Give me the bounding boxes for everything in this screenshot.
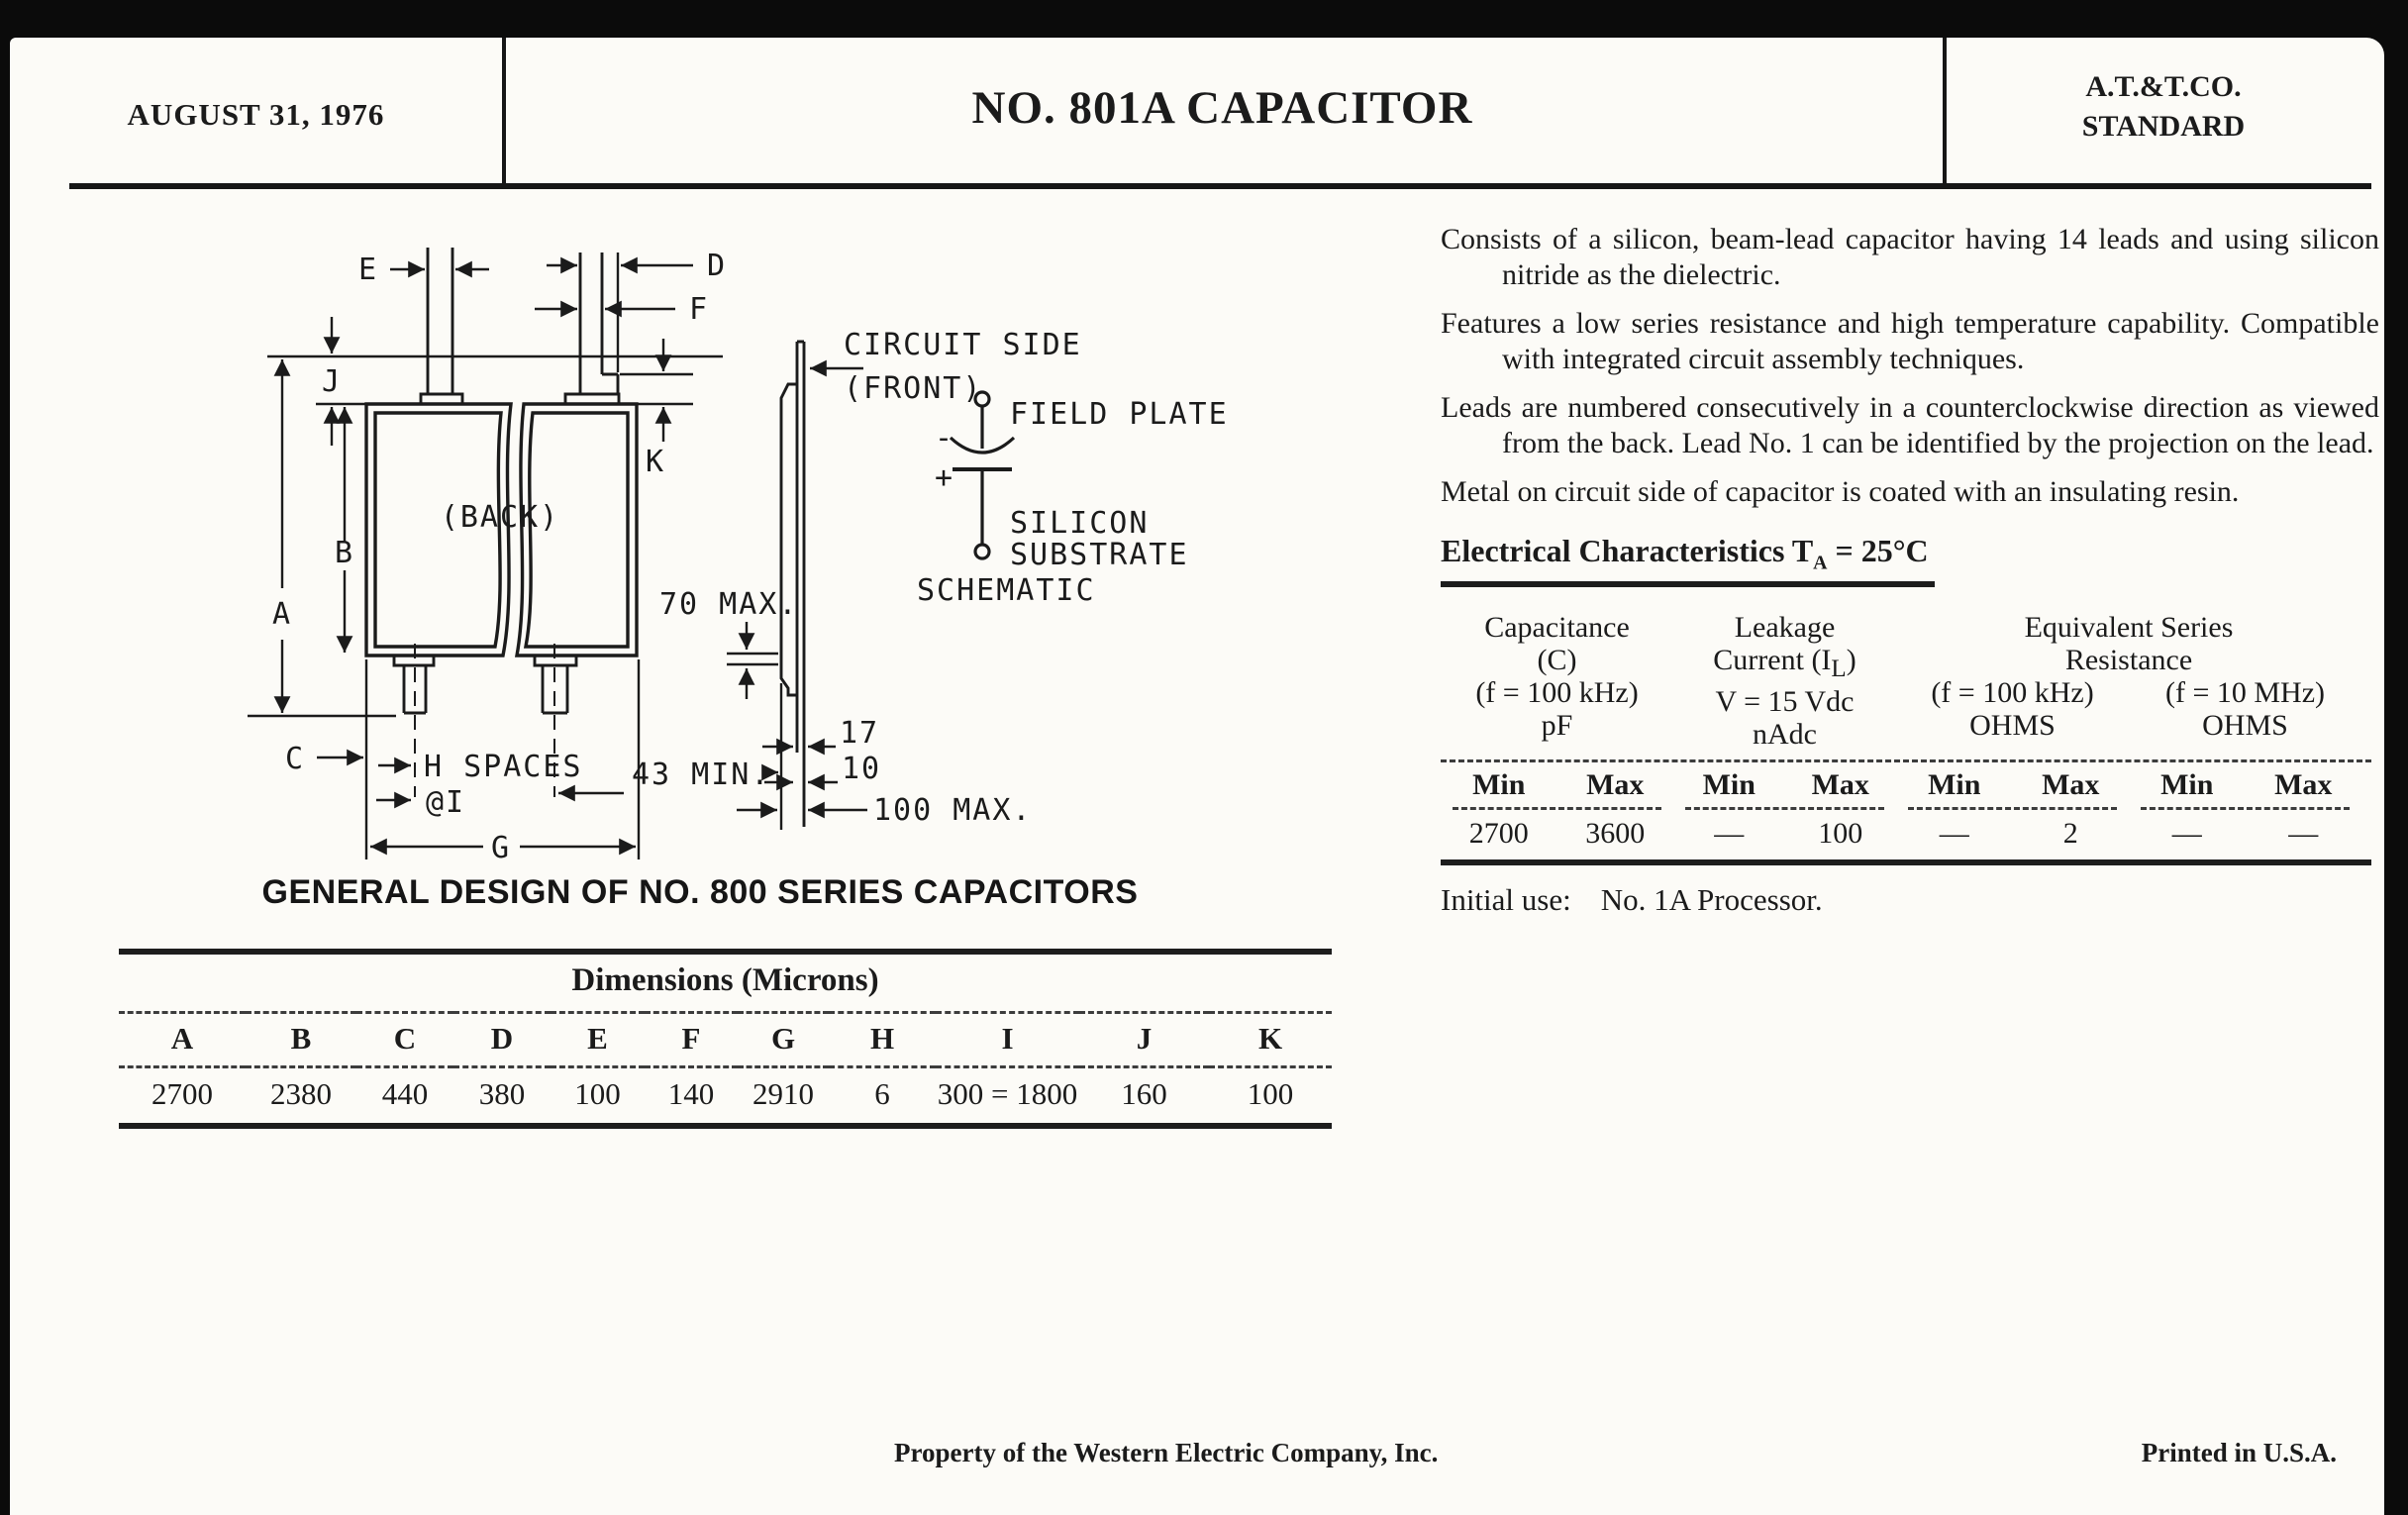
col-header-line: Leakage [1734, 611, 1836, 645]
dim-label-70-max: 70 MAX. [659, 587, 799, 622]
esr-sub-10mhz: (f = 10 MHz) OHMS [2164, 676, 2326, 743]
col-capacitance [1441, 611, 1673, 751]
initial-use-line [1441, 882, 2379, 918]
scanned-datasheet-page [10, 38, 2384, 1515]
polarity-plus: + [934, 460, 955, 495]
page-title: NO. 801A CAPACITOR [971, 82, 1473, 134]
heading-text: Electrical Characteristics T [1441, 533, 1814, 568]
dim-col-header: G [738, 1013, 829, 1067]
circuit-side-label: CIRCUIT SIDE [844, 328, 1082, 362]
dim-col-header: K [1209, 1013, 1332, 1067]
figure-caption: GENERAL DESIGN OF NO. 800 SERIES CAPACITORS [261, 873, 1139, 911]
org-line1: A.T.&T.CO. [2085, 70, 2242, 103]
dim-label-e: E [357, 252, 378, 287]
values-row: 2700 3600 — 100 — 2 — — [1468, 817, 2319, 851]
dim-label-a: A [271, 597, 293, 632]
dimensions-value-row [119, 1067, 1332, 1127]
heading-text-post: = 25°C [1827, 533, 1929, 568]
dim-label-10: 10 [842, 752, 882, 786]
dim-col-header: J [1079, 1013, 1209, 1067]
dim-label-100-max: 100 MAX. [873, 793, 1033, 828]
dim-label-at-i: @I [426, 785, 466, 820]
dim-value: 440 [381, 1076, 429, 1111]
electrical-characteristics-heading [1441, 533, 1935, 587]
col-header-line: (C) [1537, 644, 1577, 677]
col-header-line: pF [1541, 709, 1573, 743]
paragraph-features: Features a low series resistance and high temperature capability. Compatible with integrated circuit assembly techniques. [1441, 307, 2379, 375]
col-header-line: Capacitance [1484, 611, 1630, 645]
col-header-line: V = 15 Vdc [1715, 685, 1855, 719]
dim-value: 380 [478, 1076, 526, 1111]
col-header-line: (f = 100 kHz) [1475, 676, 1639, 710]
field-plate-label: FIELD PLATE [1010, 397, 1229, 432]
table-dashed-rule [1441, 759, 2371, 762]
dim-label-d: D [707, 249, 728, 283]
front-label: (FRONT) [844, 371, 983, 406]
paragraph-leads: Leads are numbered consecutively in a counterclockwise direction as viewed from the back. Lead No. 1 can be identified by the projection on the lead. [1441, 391, 2379, 459]
dim-label-17: 17 [840, 716, 880, 751]
dim-col-header: C [356, 1013, 453, 1067]
col-equivalent-series-resistance [1896, 611, 2361, 751]
polarity-minus: - [934, 421, 955, 455]
paragraph-metal: Metal on circuit side of capacitor is coated with an insulating resin. [1441, 475, 2240, 508]
dim-value: 2700 [151, 1076, 213, 1111]
col-header-line: nAdc [1753, 718, 1817, 752]
back-view-label: (BACK) [440, 500, 560, 535]
dim-value: 6 [874, 1076, 890, 1111]
dim-label-c: C [284, 742, 305, 776]
dim-value: 100 [574, 1076, 621, 1111]
org-standard-label [1943, 67, 2384, 147]
dim-label-k: K [645, 445, 666, 479]
dim-label-g: G [490, 831, 512, 865]
col-header-line: Resistance [2064, 644, 2193, 677]
dim-col-header: A [119, 1013, 246, 1067]
initial-use-label: Initial use: [1441, 882, 1571, 918]
dimensions-header-row [119, 1013, 1332, 1067]
capacitor-side-view [781, 342, 804, 827]
document-date: AUGUST 31, 1976 [127, 97, 385, 132]
dim-label-h-spaces: H SPACES [424, 750, 583, 784]
dim-col-header: D [453, 1013, 551, 1067]
initial-use-value: No. 1A Processor. [1600, 882, 1823, 918]
org-line2: STANDARD [2081, 110, 2246, 143]
schematic-label: SCHEMATIC [917, 573, 1096, 608]
dim-label-f: F [689, 292, 710, 327]
col-header-line: Equivalent Series [2024, 611, 2234, 645]
printed-in-usa: Printed in U.S.A. [2141, 1438, 2337, 1467]
min-max-row: Min Max Min Max Min Max Min Max [1472, 768, 2333, 802]
dim-value: 160 [1121, 1076, 1167, 1111]
silicon-label: SILICON [1010, 506, 1150, 541]
dimensions-table [119, 949, 1332, 1129]
electrical-characteristics-table [1441, 611, 2371, 865]
dim-label-43-min: 43 MIN. [632, 758, 771, 792]
dim-col-header: E [551, 1013, 645, 1067]
substrate-label: SUBSTRATE [1010, 538, 1189, 572]
heading-subscript: A [1813, 552, 1828, 574]
dim-label-j: J [321, 364, 343, 399]
col-header-line: Current $(I_L)$ [1713, 644, 1856, 683]
capacitor-technical-drawing [69, 149, 1396, 951]
capacitor-schematic-symbol [951, 392, 1014, 558]
description-column [1441, 222, 2379, 918]
dim-col-header: I [936, 1013, 1079, 1067]
dim-col-header: B [246, 1013, 356, 1067]
dim-value: 2910 [752, 1076, 814, 1111]
col-leakage-current [1673, 611, 1896, 751]
table-bottom-rule [1441, 859, 2371, 865]
property-notice: Property of the Western Electric Company, Inc. [894, 1438, 1439, 1467]
dim-col-header: H [829, 1013, 936, 1067]
dimensions-table-title: Dimensions (Microns) [119, 952, 1332, 1013]
segmented-dashed-rules [1441, 807, 2371, 810]
dim-value: 2380 [270, 1076, 332, 1111]
dim-value: 100 [1247, 1076, 1294, 1111]
dim-label-b: B [334, 536, 355, 570]
dim-col-header: F [645, 1013, 738, 1067]
paragraph-consists: Consists of a silicon, beam-lead capacitor having 14 leads and using silicon nitride as the dielectric. [1441, 223, 2379, 291]
dim-value: 300 = 1800 [937, 1076, 1078, 1111]
esr-sub-100khz: (f = 100 kHz) OHMS [1931, 676, 2094, 743]
dim-value: 140 [667, 1076, 715, 1111]
